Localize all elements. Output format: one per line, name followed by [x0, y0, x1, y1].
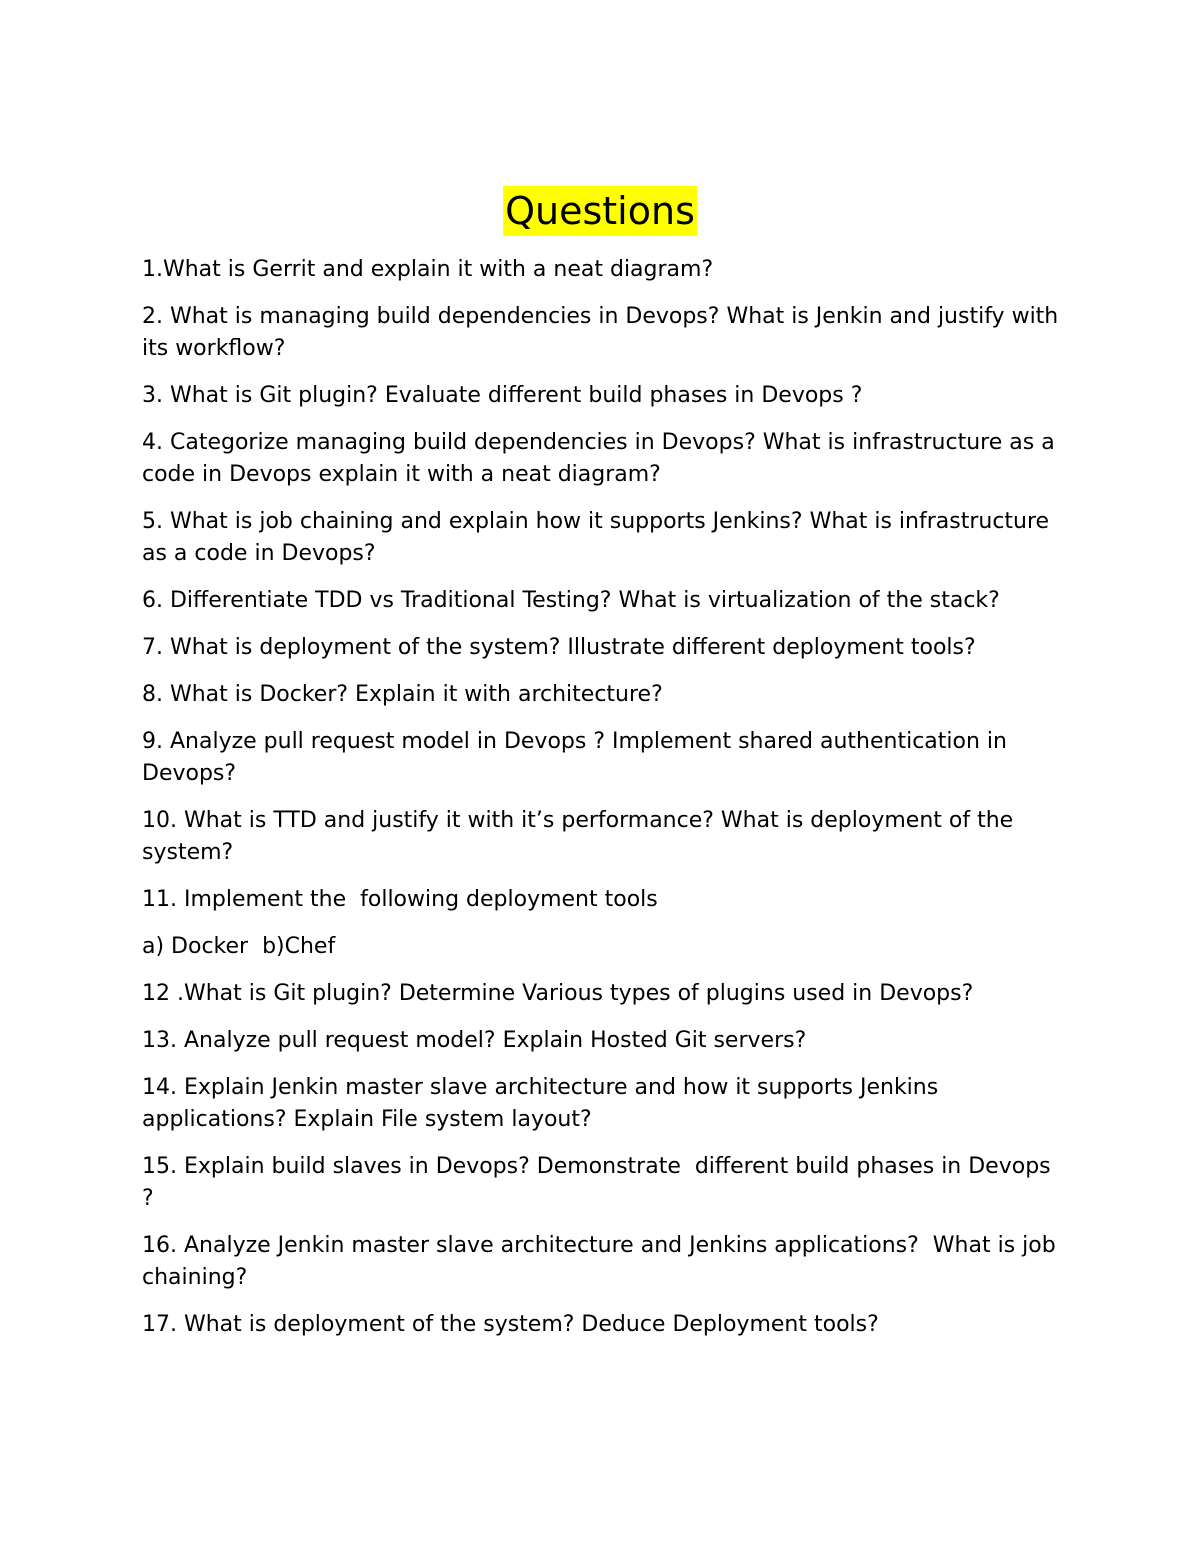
- title-container: [0, 186, 1200, 236]
- question-13: 13. Analyze pull request model? Explain Hosted Git servers?: [142, 1028, 807, 1053]
- question-8: 8. What is Docker? Explain it with architecture?: [142, 682, 663, 707]
- question-15: 15. Explain build slaves in Devops? Demonstrate different build phases in Devops ?: [142, 1154, 1058, 1211]
- question-11: 11. Implement the following deployment tools: [142, 887, 658, 912]
- question-3: 3. What is Git plugin? Evaluate different build phases in Devops ?: [142, 383, 863, 408]
- question-9: 9. Analyze pull request model in Devops ? Implement shared authentication in Devops?: [142, 729, 1014, 786]
- question-1: 1.What is Gerrit and explain it with a neat diagram?: [142, 257, 714, 282]
- question-10: 10. What is TTD and justify it with it’s performance? What is deployment of the system?: [142, 808, 1021, 865]
- question-14: 14. Explain Jenkin master slave architecture and how it supports Jenkins applications? Explain File system layout?: [142, 1075, 946, 1132]
- page-title: Questions: [503, 186, 697, 236]
- question-list: [142, 254, 1066, 1356]
- question-4: 4. Categorize managing build dependencies in Devops? What is infrastructure as a code in Devops explain it with a neat diagram?: [142, 430, 1062, 487]
- question-12: 12 .What is Git plugin? Determine Various types of plugins used in Devops?: [142, 981, 974, 1006]
- question-2: 2. What is managing build dependencies in Devops? What is Jenkin and justify with its workflow?: [142, 304, 1066, 361]
- question-16: 16. Analyze Jenkin master slave architecture and Jenkins applications? What is job chaining?: [142, 1233, 1063, 1290]
- question-6: 6. Differentiate TDD vs Traditional Testing? What is virtualization of the stack?: [142, 588, 1000, 613]
- question-11-options: a) Docker b)Chef: [142, 934, 336, 959]
- question-17: 17. What is deployment of the system? Deduce Deployment tools?: [142, 1312, 879, 1337]
- question-5: 5. What is job chaining and explain how it supports Jenkins? What is infrastructure as a code in Devops?: [142, 509, 1057, 566]
- question-7: 7. What is deployment of the system? Illustrate different deployment tools?: [142, 635, 976, 660]
